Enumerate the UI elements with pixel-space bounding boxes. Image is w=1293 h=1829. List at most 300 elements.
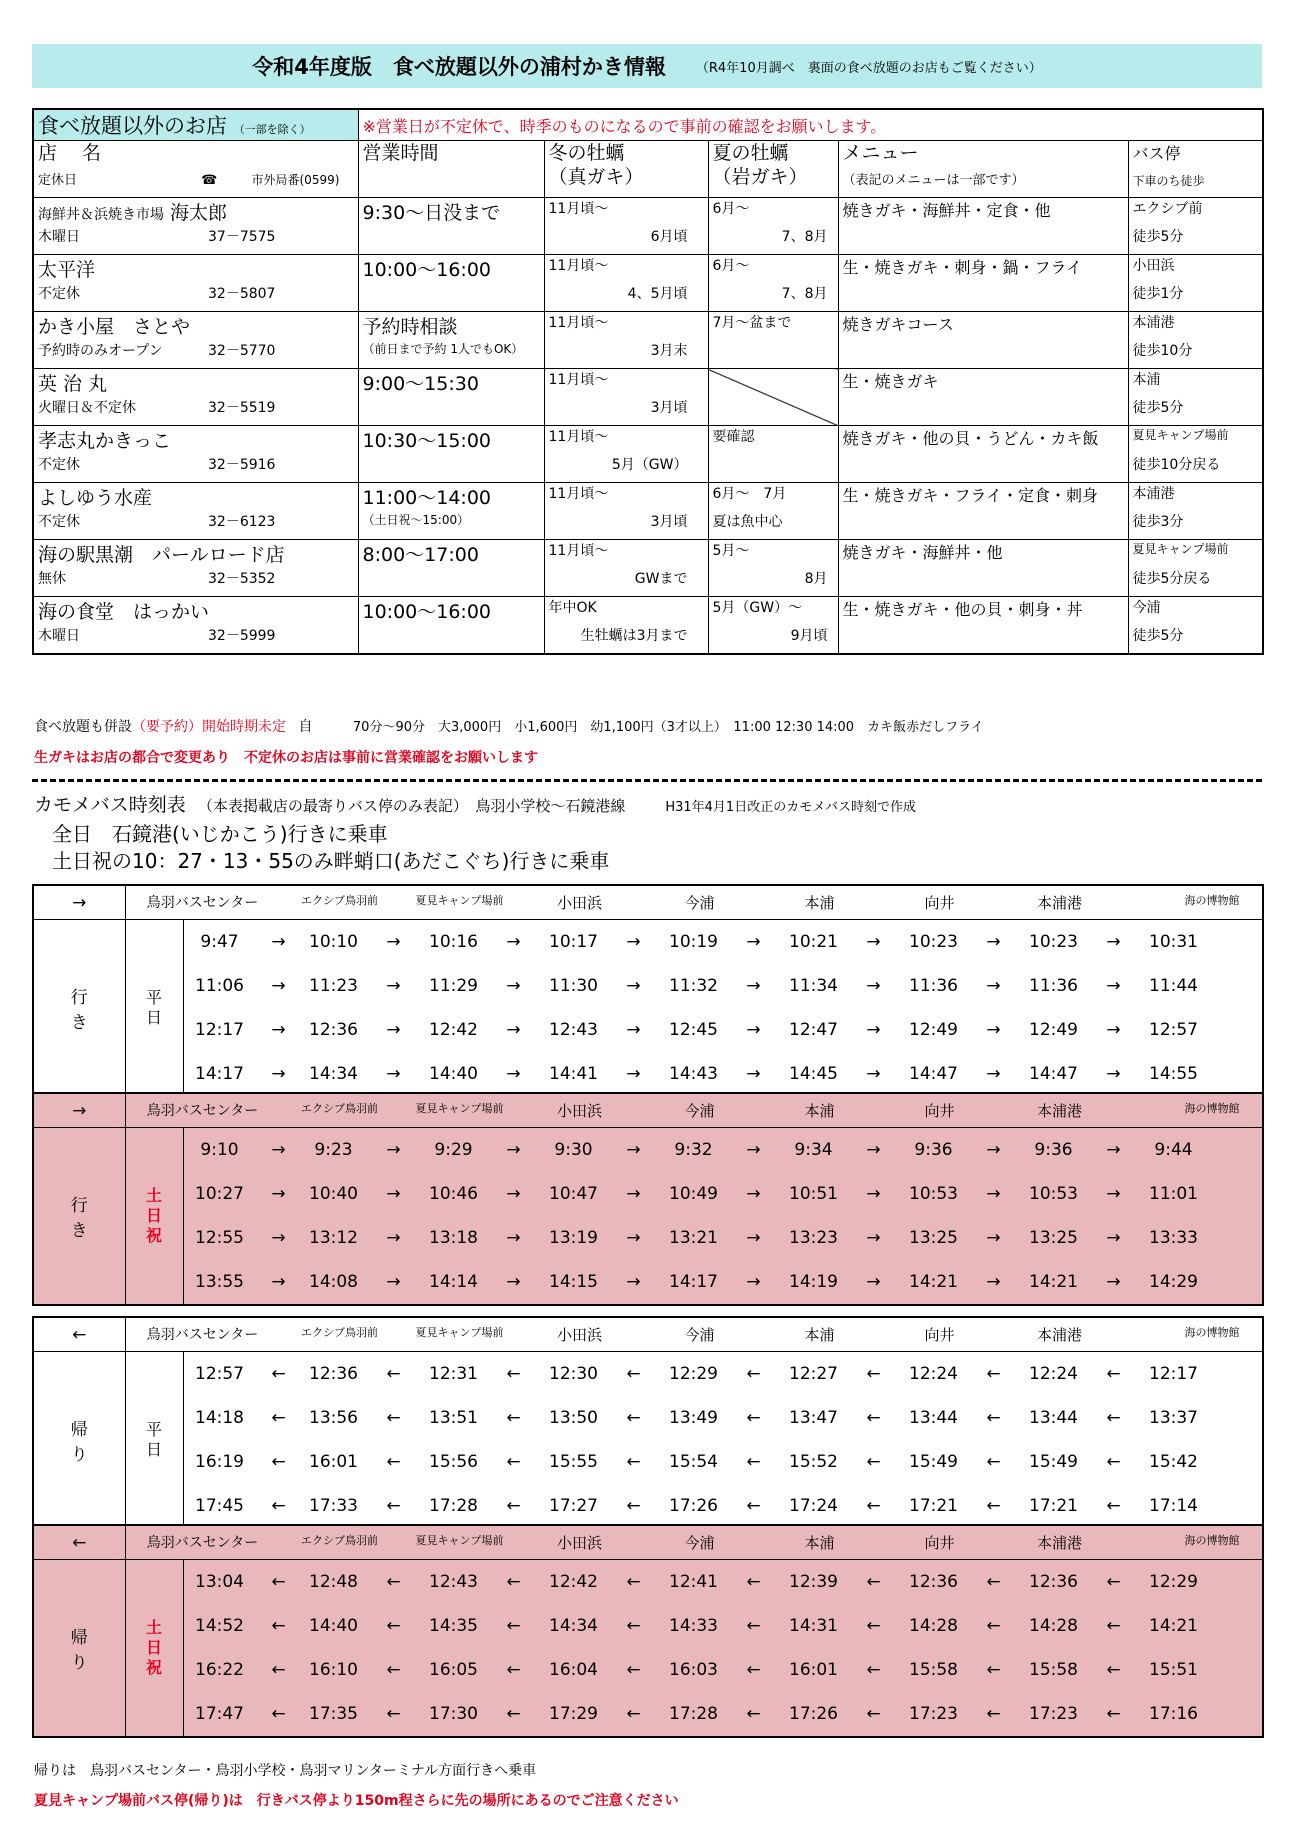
arrow-icon: ← bbox=[866, 1660, 881, 1680]
shop-winter-end: 5月（GW） bbox=[544, 454, 708, 483]
bus-time: 16:01 bbox=[789, 1660, 838, 1680]
direction-arrow: ← bbox=[33, 1317, 125, 1352]
arrow-icon: → bbox=[866, 1184, 881, 1204]
header-name-cell bbox=[33, 141, 358, 198]
bus-time: 14:21 bbox=[909, 1272, 958, 1292]
shop-name-main: よしゆう水産 bbox=[38, 487, 153, 509]
shop-closed: 無休 bbox=[38, 571, 66, 587]
arrow-icon: → bbox=[271, 1140, 286, 1160]
shop-summer-start: 5月～ bbox=[708, 540, 838, 569]
station-label: 今浦 bbox=[684, 1102, 715, 1120]
bus-time: 13:37 bbox=[1149, 1408, 1198, 1428]
bus-time: 14:21 bbox=[1029, 1272, 1078, 1292]
bus-time: 10:17 bbox=[549, 932, 598, 952]
shop-row bbox=[33, 369, 1263, 398]
direction-char: き bbox=[70, 1221, 88, 1241]
bus-time: 13:23 bbox=[789, 1228, 838, 1248]
bus-time: 10:16 bbox=[429, 932, 478, 952]
shop-summer-end bbox=[708, 454, 838, 483]
arrow-icon: → bbox=[1106, 1228, 1121, 1248]
arrow-icon: → bbox=[506, 1228, 521, 1248]
bus-time: 13:25 bbox=[1029, 1228, 1078, 1248]
bus-time: 16:22 bbox=[195, 1660, 244, 1680]
col-bus: バス停 bbox=[1132, 144, 1181, 163]
station-header bbox=[125, 1093, 1263, 1128]
arrow-icon: ← bbox=[866, 1496, 881, 1516]
time-row bbox=[33, 1052, 1263, 1097]
bus-time: 13:21 bbox=[669, 1228, 718, 1248]
arrow-icon: → bbox=[506, 1064, 521, 1084]
bus-time: 12:43 bbox=[549, 1020, 598, 1040]
time-row bbox=[33, 1484, 1263, 1529]
bus-time: 14:35 bbox=[429, 1616, 478, 1636]
shop-summer-end bbox=[708, 340, 838, 369]
arrow-icon: ← bbox=[1106, 1704, 1121, 1724]
shop-summer-end: 9月頃 bbox=[708, 625, 838, 654]
bus-time: 10:31 bbox=[1149, 932, 1198, 952]
direction-char: 行 bbox=[70, 988, 88, 1008]
bus-time: 13:19 bbox=[549, 1228, 598, 1248]
shop-menu-blank bbox=[838, 340, 1128, 369]
bus-time: 17:21 bbox=[1029, 1496, 1078, 1516]
arrow-icon: ← bbox=[746, 1660, 761, 1680]
arrow-icon: ← bbox=[386, 1572, 401, 1592]
station-label: 鳥羽バスセンター bbox=[146, 1535, 259, 1551]
shop-bus-stop: 本浦港 bbox=[1128, 483, 1263, 512]
shop-walk-time: 徒歩3分 bbox=[1128, 511, 1263, 540]
station-label: 本浦港 bbox=[1036, 1534, 1082, 1552]
shop-tel: 32－5807 bbox=[208, 286, 276, 302]
bus-time: 11:06 bbox=[195, 976, 244, 996]
shop-bus-stop: 本浦 bbox=[1128, 369, 1263, 398]
arrow-icon: → bbox=[746, 1184, 761, 1204]
arrow-icon: → bbox=[626, 1228, 641, 1248]
direction-label bbox=[33, 1352, 125, 1530]
arrow-icon: ← bbox=[866, 1452, 881, 1472]
bus-time: 13:50 bbox=[549, 1408, 598, 1428]
station-label: エクシブ鳥羽前 bbox=[301, 1534, 378, 1547]
arrow-icon: ← bbox=[271, 1704, 286, 1724]
arrow-icon: → bbox=[506, 932, 521, 952]
arrow-icon: ← bbox=[386, 1616, 401, 1636]
arrow-icon: ← bbox=[626, 1452, 641, 1472]
bus-time: 13:18 bbox=[429, 1228, 478, 1248]
shop-summer-start: 5月（GW）～ bbox=[708, 597, 838, 626]
arrow-icon: ← bbox=[386, 1408, 401, 1428]
bus-time: 9:36 bbox=[1034, 1140, 1073, 1160]
bus-time: 10:47 bbox=[549, 1184, 598, 1204]
direction-label bbox=[33, 1128, 125, 1306]
header-summer-cell bbox=[708, 141, 838, 198]
shop-table bbox=[32, 108, 1264, 655]
day-char: 土 bbox=[145, 1186, 162, 1205]
bus-time: 11:30 bbox=[549, 976, 598, 996]
shop-closed-cell bbox=[33, 226, 358, 255]
arrow-icon: ← bbox=[271, 1364, 286, 1384]
direction-arrow: → bbox=[33, 885, 125, 920]
time-row bbox=[33, 1440, 1263, 1484]
bus-time: 15:52 bbox=[789, 1452, 838, 1472]
section-title-cell bbox=[33, 109, 358, 141]
warning-text: ※営業日が不定休で、時季のものになるので事前の確認をお願いします。 bbox=[358, 109, 1263, 141]
arrow-icon: ← bbox=[506, 1408, 521, 1428]
bus-time: 14:43 bbox=[669, 1064, 718, 1084]
arrow-icon: → bbox=[386, 976, 401, 996]
direction-label bbox=[33, 920, 125, 1098]
arrow-icon: → bbox=[386, 1272, 401, 1292]
bus-time: 13:04 bbox=[195, 1572, 244, 1592]
shop-name-main: 英 治 丸 bbox=[38, 373, 108, 395]
shop-row-sub bbox=[33, 283, 1263, 312]
bus-time: 10:21 bbox=[789, 932, 838, 952]
arrow-icon: ← bbox=[271, 1408, 286, 1428]
arrow-icon: ← bbox=[1106, 1616, 1121, 1636]
shop-row-sub bbox=[33, 454, 1263, 483]
shop-hours-note bbox=[358, 283, 544, 312]
bus-time: 14:41 bbox=[549, 1064, 598, 1084]
shop-menu-blank bbox=[838, 454, 1128, 483]
shop-name bbox=[33, 255, 358, 284]
direction-arrow: → bbox=[33, 1093, 125, 1128]
arrow-icon: → bbox=[986, 976, 1001, 996]
arrow-icon: → bbox=[506, 1020, 521, 1040]
bus-time: 13:33 bbox=[1149, 1228, 1198, 1248]
bus-time: 12:43 bbox=[429, 1572, 478, 1592]
bus-title: カモメバス時刻表 bbox=[34, 794, 186, 816]
bus-time: 15:58 bbox=[1029, 1660, 1078, 1680]
time-row bbox=[33, 1128, 1263, 1173]
shop-winter-end: GWまで bbox=[544, 568, 708, 597]
col-menu: メニュー bbox=[842, 142, 919, 164]
bus-time: 12:36 bbox=[1029, 1572, 1078, 1592]
bus-time: 14:34 bbox=[549, 1616, 598, 1636]
bus-time: 9:10 bbox=[200, 1140, 239, 1160]
shop-name-main: 孝志丸かきっこ bbox=[38, 430, 172, 452]
day-char: 平 bbox=[145, 988, 162, 1007]
bus-time: 17:23 bbox=[909, 1704, 958, 1724]
bus-time: 12:47 bbox=[789, 1020, 838, 1040]
bus-time: 9:44 bbox=[1154, 1140, 1193, 1160]
bus-time: 16:10 bbox=[309, 1660, 358, 1680]
bus-time: 14:29 bbox=[1149, 1272, 1198, 1292]
shop-menu-blank bbox=[838, 226, 1128, 255]
station-label: 今浦 bbox=[684, 894, 715, 912]
arrow-icon: → bbox=[866, 1064, 881, 1084]
shop-winter-end: 4、5月頃 bbox=[544, 283, 708, 312]
shop-winter-start: 11月頃～ bbox=[544, 540, 708, 569]
arrow-icon: ← bbox=[866, 1572, 881, 1592]
bus-time: 16:19 bbox=[195, 1452, 244, 1472]
arrow-icon: ← bbox=[506, 1572, 521, 1592]
bus-time: 17:29 bbox=[549, 1704, 598, 1724]
bus-time: 14:21 bbox=[1149, 1616, 1198, 1636]
shop-hours: 10:00～16:00 bbox=[358, 597, 544, 626]
bus-time: 17:23 bbox=[1029, 1704, 1078, 1724]
arrow-icon: ← bbox=[271, 1616, 286, 1636]
arrow-icon: ← bbox=[746, 1572, 761, 1592]
shop-rows bbox=[33, 198, 1263, 655]
shop-tel: 32－5999 bbox=[208, 628, 276, 644]
day-char: 日 bbox=[145, 1206, 162, 1225]
arrow-icon: ← bbox=[1106, 1572, 1121, 1592]
shop-menu: 焼きガキコース bbox=[838, 312, 1128, 341]
footer-return-note: 帰りは 鳥羽バスセンター・鳥羽小学校・鳥羽マリンターミナル方面行きへ乗車 bbox=[34, 1763, 537, 1779]
shop-menu: 生・焼きガキ・他の貝・刺身・丼 bbox=[838, 597, 1128, 626]
shop-summer-end: 8月 bbox=[708, 568, 838, 597]
shop-row bbox=[33, 426, 1263, 455]
shop-winter-start: 年中OK bbox=[544, 597, 708, 626]
station-label: 小田浜 bbox=[556, 1102, 602, 1120]
arrow-icon: → bbox=[1106, 1140, 1121, 1160]
shop-closed-cell bbox=[33, 283, 358, 312]
bus-time: 13:44 bbox=[1029, 1408, 1078, 1428]
arrow-icon: → bbox=[746, 932, 761, 952]
arrow-icon: → bbox=[626, 1272, 641, 1292]
bus-time: 17:14 bbox=[1149, 1496, 1198, 1516]
direction-char: り bbox=[70, 1445, 88, 1465]
shop-name bbox=[33, 369, 358, 398]
station-label: 鳥羽バスセンター bbox=[146, 1103, 259, 1119]
bus-time: 17:30 bbox=[429, 1704, 478, 1724]
arrow-icon: ← bbox=[986, 1496, 1001, 1516]
bus-time: 16:01 bbox=[309, 1452, 358, 1472]
day-type bbox=[125, 1352, 183, 1530]
bus-time: 12:45 bbox=[669, 1020, 718, 1040]
bus-time: 12:57 bbox=[195, 1364, 244, 1384]
time-row bbox=[33, 964, 1263, 1008]
arrow-icon: → bbox=[271, 1272, 286, 1292]
arrow-icon: → bbox=[866, 1228, 881, 1248]
arrow-icon: → bbox=[986, 1064, 1001, 1084]
station-label: 海の博物館 bbox=[1184, 894, 1240, 907]
bus-time: 11:01 bbox=[1149, 1184, 1198, 1204]
arrow-icon: ← bbox=[271, 1496, 286, 1516]
shop-closed-cell bbox=[33, 568, 358, 597]
arrow-icon: → bbox=[866, 1140, 881, 1160]
timetable-3 bbox=[32, 1316, 1264, 1530]
shop-bus-stop: 夏見キャンプ場前 bbox=[1128, 426, 1263, 455]
shop-summer-start: 6月～ 7月 bbox=[708, 483, 838, 512]
section-sub: （一部を除く） bbox=[233, 123, 311, 136]
direction-char: 行 bbox=[70, 1196, 88, 1216]
page-title: 令和4年度版 食べ放題以外の浦村かき情報 bbox=[252, 55, 666, 79]
bus-time: 10:23 bbox=[909, 932, 958, 952]
bus-time: 12:42 bbox=[549, 1572, 598, 1592]
arrow-icon: ← bbox=[626, 1660, 641, 1680]
col-bus2: 下車のち徒歩 bbox=[1132, 174, 1205, 188]
station-label: 小田浜 bbox=[556, 1326, 602, 1344]
arrow-icon: → bbox=[986, 1020, 1001, 1040]
bus-time: 12:30 bbox=[549, 1364, 598, 1384]
shop-menu-blank bbox=[838, 625, 1128, 654]
shop-winter-end: 3月末 bbox=[544, 340, 708, 369]
arrow-icon: → bbox=[386, 1020, 401, 1040]
shop-row bbox=[33, 540, 1263, 569]
station-label: 向井 bbox=[924, 1102, 955, 1120]
arrow-icon: ← bbox=[986, 1660, 1001, 1680]
bus-time: 15:42 bbox=[1149, 1452, 1198, 1472]
bus-time: 14:28 bbox=[909, 1616, 958, 1636]
bus-time: 14:15 bbox=[549, 1272, 598, 1292]
shop-row-sub bbox=[33, 625, 1263, 654]
arrow-icon: → bbox=[866, 932, 881, 952]
bus-time: 14:55 bbox=[1149, 1064, 1198, 1084]
shop-name bbox=[33, 426, 358, 455]
shop-menu: 生・焼きガキ・フライ・定食・刺身 bbox=[838, 483, 1128, 512]
buffet-note-a: 食べ放題も併設 bbox=[34, 719, 132, 735]
shop-walk-time: 徒歩5分戻る bbox=[1128, 568, 1263, 597]
bus-time: 10:51 bbox=[789, 1184, 838, 1204]
station-label: 夏見キャンプ場前 bbox=[415, 894, 504, 907]
arrow-icon: → bbox=[866, 976, 881, 996]
col-summer2: （岩ガキ） bbox=[712, 166, 808, 188]
bus-time: 12:36 bbox=[909, 1572, 958, 1592]
bus-time: 14:17 bbox=[669, 1272, 718, 1292]
bus-time: 12:39 bbox=[789, 1572, 838, 1592]
shop-hours-note bbox=[358, 568, 544, 597]
direction-arrow: ← bbox=[33, 1525, 125, 1560]
arrow-icon: ← bbox=[986, 1408, 1001, 1428]
shop-row bbox=[33, 312, 1263, 341]
arrow-icon: → bbox=[746, 976, 761, 996]
bus-time: 14:18 bbox=[195, 1408, 244, 1428]
station-label: 海の博物館 bbox=[1184, 1534, 1240, 1547]
arrow-icon: → bbox=[1106, 976, 1121, 996]
arrow-icon: → bbox=[986, 1140, 1001, 1160]
shop-closed: 木曜日 bbox=[38, 229, 80, 245]
direction-label bbox=[33, 1560, 125, 1738]
shop-closed-cell bbox=[33, 397, 358, 426]
shop-name-main: 太平洋 bbox=[38, 259, 96, 281]
title-note: （R4年10月調べ 裏面の食べ放題のお店もご覧ください） bbox=[695, 60, 1042, 76]
bus-time: 12:17 bbox=[195, 1020, 244, 1040]
shop-closed: 木曜日 bbox=[38, 628, 80, 644]
arrow-icon: ← bbox=[271, 1660, 286, 1680]
arrow-icon: → bbox=[506, 1272, 521, 1292]
bus-time: 10:46 bbox=[429, 1184, 478, 1204]
day-char: 日 bbox=[145, 1638, 162, 1657]
buffet-note-d: 70分～90分 大3,000円 小1,600円 幼1,100円（3才以上） 11:00 12:30 14:00 カキ飯赤だしフライ bbox=[352, 720, 984, 735]
bus-time: 14:08 bbox=[309, 1272, 358, 1292]
shop-row bbox=[33, 483, 1263, 512]
time-row bbox=[33, 1604, 1263, 1648]
station-label: 本浦 bbox=[804, 1326, 835, 1344]
shop-tel: 32－5916 bbox=[208, 457, 276, 473]
shop-summer-end: 7、8月 bbox=[708, 226, 838, 255]
shop-hours-note bbox=[358, 454, 544, 483]
station-label: 向井 bbox=[924, 1326, 955, 1344]
bus-time: 17:28 bbox=[429, 1496, 478, 1516]
shop-summer-end: 7、8月 bbox=[708, 283, 838, 312]
direction-char: 帰 bbox=[70, 1420, 88, 1440]
time-row bbox=[33, 1260, 1263, 1305]
bus-time: 17:47 bbox=[195, 1704, 244, 1724]
arrow-icon: → bbox=[986, 1228, 1001, 1248]
bus-time: 12:31 bbox=[429, 1364, 478, 1384]
bus-time: 16:04 bbox=[549, 1660, 598, 1680]
buffet-note-b: （要予約）開始時期未定 bbox=[132, 719, 286, 735]
bus-time: 9:36 bbox=[914, 1140, 953, 1160]
bus-time: 16:05 bbox=[429, 1660, 478, 1680]
shop-name-prefix: 海鮮丼＆浜焼き市場 bbox=[38, 207, 164, 223]
direction-char: 帰 bbox=[70, 1628, 88, 1648]
shop-hours-note bbox=[358, 625, 544, 654]
arrow-icon: ← bbox=[1106, 1660, 1121, 1680]
time-row bbox=[33, 1560, 1263, 1605]
bus-time: 15:55 bbox=[549, 1452, 598, 1472]
station-header bbox=[125, 885, 1263, 920]
arrow-icon: ← bbox=[1106, 1452, 1121, 1472]
arrow-icon: ← bbox=[386, 1704, 401, 1724]
arrow-icon: → bbox=[386, 1064, 401, 1084]
bus-time: 14:47 bbox=[909, 1064, 958, 1084]
bus-time: 10:53 bbox=[909, 1184, 958, 1204]
arrow-icon: → bbox=[746, 1020, 761, 1040]
bus-line-1: 全日 石鏡港(いじかこう)行きに乗車 bbox=[52, 822, 388, 846]
arrow-icon: ← bbox=[1106, 1408, 1121, 1428]
shop-winter-start: 11月頃～ bbox=[544, 369, 708, 398]
shop-winter-start: 11月頃～ bbox=[544, 312, 708, 341]
bus-time: 14:34 bbox=[309, 1064, 358, 1084]
arrow-icon: ← bbox=[386, 1496, 401, 1516]
shop-walk-time: 徒歩5分 bbox=[1128, 226, 1263, 255]
shop-walk-time: 徒歩1分 bbox=[1128, 283, 1263, 312]
bus-time: 12:24 bbox=[909, 1364, 958, 1384]
arrow-icon: ← bbox=[271, 1452, 286, 1472]
day-char: 日 bbox=[145, 1008, 162, 1027]
bus-time: 17:33 bbox=[309, 1496, 358, 1516]
bus-time: 12:55 bbox=[195, 1228, 244, 1248]
bus-time: 12:17 bbox=[1149, 1364, 1198, 1384]
arrow-icon: → bbox=[271, 976, 286, 996]
shop-walk-time: 徒歩10分戻る bbox=[1128, 454, 1263, 483]
arrow-icon: → bbox=[506, 1184, 521, 1204]
arrow-icon: ← bbox=[1106, 1364, 1121, 1384]
bus-title-sub: （本表掲載店の最寄りバス停のみ表記） 鳥羽小学校～石鏡港線 bbox=[197, 797, 626, 815]
bus-time: 12:41 bbox=[669, 1572, 718, 1592]
station-label: 鳥羽バスセンター bbox=[146, 895, 259, 911]
day-char: 土 bbox=[145, 1618, 162, 1637]
shop-summer-start: 6月～ bbox=[708, 255, 838, 284]
dashed-divider bbox=[32, 779, 1262, 782]
arrow-icon: ← bbox=[866, 1704, 881, 1724]
bus-time: 14:33 bbox=[669, 1616, 718, 1636]
shop-closed-cell bbox=[33, 454, 358, 483]
shop-menu: 焼きガキ・海鮮丼・定食・他 bbox=[838, 198, 1128, 227]
bus-time: 10:19 bbox=[669, 932, 718, 952]
bus-time: 13:12 bbox=[309, 1228, 358, 1248]
arrow-icon: → bbox=[626, 1140, 641, 1160]
bus-time: 17:26 bbox=[789, 1704, 838, 1724]
arrow-icon: ← bbox=[626, 1496, 641, 1516]
bus-time: 15:54 bbox=[669, 1452, 718, 1472]
bus-time: 11:29 bbox=[429, 976, 478, 996]
station-label: 海の博物館 bbox=[1184, 1102, 1240, 1115]
shop-row-sub bbox=[33, 340, 1263, 369]
bus-time: 17:27 bbox=[549, 1496, 598, 1516]
arrow-icon: → bbox=[271, 1020, 286, 1040]
shop-winter-end: 生牡蠣は3月まで bbox=[544, 625, 708, 654]
station-label: 今浦 bbox=[684, 1534, 715, 1552]
arrow-icon: → bbox=[866, 1272, 881, 1292]
shop-hours-note bbox=[358, 397, 544, 426]
station-label: 向井 bbox=[924, 894, 955, 912]
bus-time: 15:49 bbox=[909, 1452, 958, 1472]
arrow-icon: → bbox=[626, 932, 641, 952]
shop-menu-blank bbox=[838, 283, 1128, 312]
bus-time: 14:31 bbox=[789, 1616, 838, 1636]
bus-time: 12:36 bbox=[309, 1364, 358, 1384]
